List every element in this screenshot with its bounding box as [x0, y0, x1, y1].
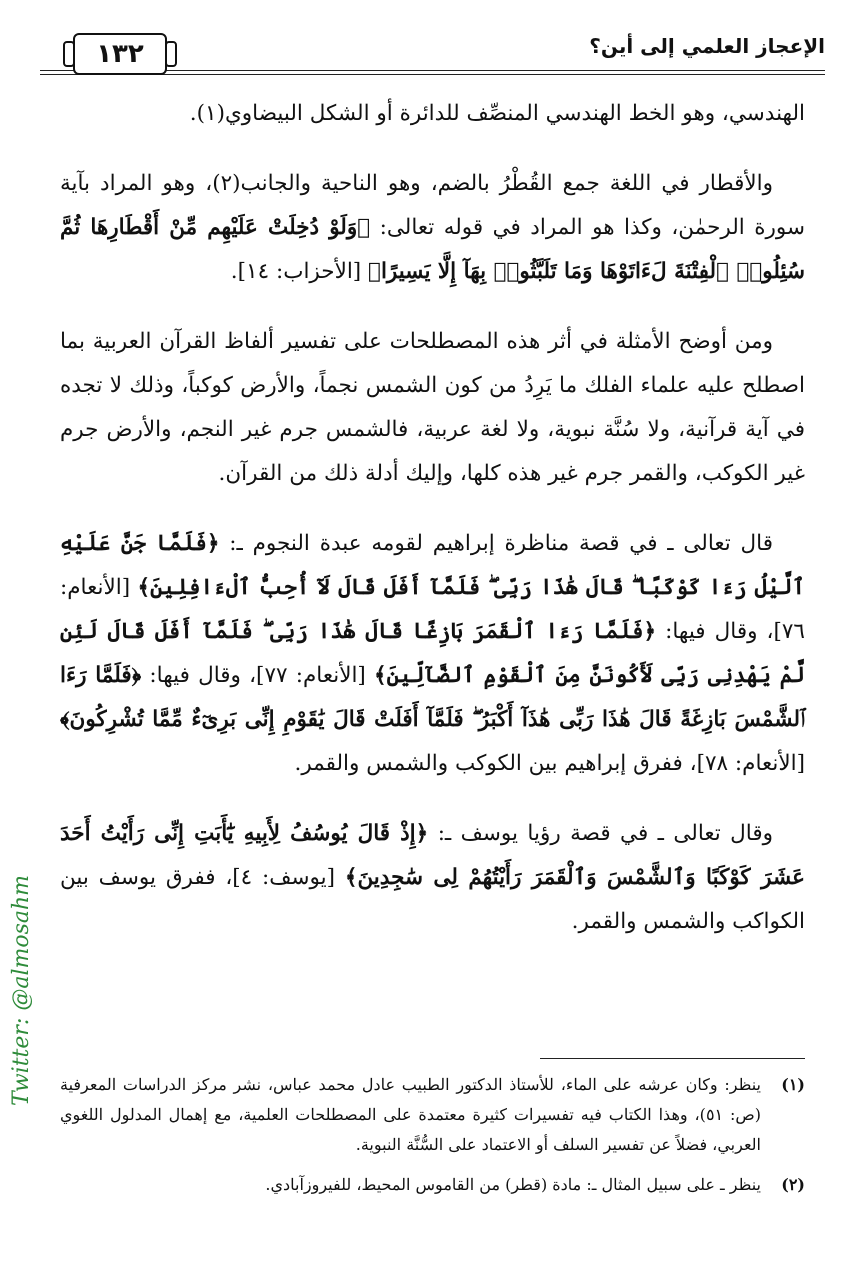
- paragraph-text: ومن أوضح الأمثلة في أثر هذه المصطلحات على تفسير ألفاظ القرآن العربية بما اصطلح عليه علماء الفلك ما يَرِدُ من كون الشمس نجماً، والأرض كوكباً، وذلك لا تجده في آية قرآنية، ولا سُنَّة نبوية، ولا لغة عربية، فالشمس جرم غير النجم، والأرض جرم غير الكوكب، والقمر جرم غير هذه كلها، وإليك أدلة ذلك من القرآن.: [60, 329, 805, 486]
- page-header: [40, 28, 825, 78]
- footnote: [60, 1170, 805, 1200]
- quran-verse: ﴿فَلَمَّا رَءَا ٱلشَّمْسَ بَازِغَةً قَالَ هَٰذَا رَبِّى هَٰذَآ أَكْبَرُ ۖ فَلَمَّآ أَفَلَتْ قَالَ يَٰقَوْمِ إِنِّى بَرِىٓءٌ مِّمَّا تُشْرِكُونَ﴾: [60, 663, 805, 732]
- verse-reference: [الأنعام: ٧٨]، ففرق إبراهيم بين الكوكب والشمس والقمر.: [294, 751, 805, 776]
- footnotes: [60, 1070, 805, 1210]
- paragraph-text: قال تعالى ـ في قصة مناظرة إبراهيم لقومه عبدة النجوم ـ:: [229, 531, 773, 556]
- footnote-number: (١): [781, 1075, 805, 1094]
- twitter-watermark: [2, 760, 42, 1220]
- page-number: ١٣٢: [73, 33, 167, 75]
- verse-reference: [الأنعام: ٧٧]، وقال فيها:: [149, 663, 366, 688]
- quran-verse: ﴿وَلَوْ دُخِلَتْ عَلَيْهِم مِّنْ أَقْطَارِهَا ثُمَّ سُئِلُوا۟ ٱلْفِتْنَةَ لَءَاتَوْهَا وَمَا تَلَبَّثُوا۟ بِهَآ إِلَّا يَسِيرًا﴾: [60, 215, 805, 284]
- paragraph: [60, 320, 805, 496]
- watermark-text: Twitter: @almosahm: [9, 874, 35, 1106]
- verse-reference: [الأنعام: ٧٦]، وقال فيها:: [60, 575, 805, 644]
- quran-verse: ﴿إِذْ قَالَ يُوسُفُ لِأَبِيهِ يَٰٓأَبَتِ إِنِّى رَأَيْتُ أَحَدَ عَشَرَ كَوْكَبًا وَٱلشَّمْسَ وَٱلْقَمَرَ رَأَيْتُهُمْ لِى سَٰجِدِينَ﴾: [60, 821, 805, 890]
- quran-verse: ﴿فَلَمَّا رَءَا ٱلْقَمَرَ بَازِغًا قَالَ هَٰذَا رَبِّى ۖ فَلَمَّآ أَفَلَ قَالَ لَئِن لَّمْ يَهْدِنِى رَبِّى لَأَكُونَنَّ مِنَ ٱلْقَوْمِ ٱلضَّآلِّينَ﴾: [60, 619, 806, 688]
- quran-verse: ﴿فَلَمَّا جَنَّ عَلَيْهِ ٱلَّيْلُ رَءَا كَوْكَبًا ۖ قَالَ هَٰذَا رَبِّى ۖ فَلَمَّآ أَفَلَ قَالَ لَآ أُحِبُّ ٱلْءَافِلِينَ﴾: [60, 531, 805, 600]
- footnote-number: (٢): [781, 1175, 805, 1194]
- verse-reference: [يوسف: ٤]، ففرق يوسف بين الكواكب والشمس والقمر.: [60, 865, 805, 934]
- main-text: [60, 92, 805, 970]
- paragraph: [60, 162, 805, 294]
- verse-reference: [الأحزاب: ١٤].: [230, 259, 362, 284]
- footnote-text: ينظر: وكان عرشه على الماء، للأستاذ الدكتور الطبيب عادل محمد عباس، نشر مركز الدراسات المعرفية (ص: ٥١)، وهذا الكتاب فيه تفسيرات كثيرة معتمدة على المصطلحات العلمية، مع إهمال المدلول اللغوي العربي، فضلاً عن تفسير السلف أو الاعتماد على السُّنَّة النبوية.: [60, 1075, 762, 1154]
- paragraph: [60, 522, 805, 786]
- paragraph: [60, 92, 805, 136]
- footnote-text: ينظر ـ على سبيل المثال ـ: مادة (قطر) من القاموس المحيط، للفيروزآبادي.: [265, 1175, 761, 1194]
- paragraph-text: الهندسي، وهو الخط الهندسي المنصِّف للدائرة أو الشكل البيضاوي(١).: [189, 101, 805, 126]
- footnote-separator: [540, 1058, 805, 1059]
- paragraph: [60, 812, 805, 944]
- footnote: [60, 1070, 805, 1160]
- paragraph-text: والأقطار في اللغة جمع القُطْرُ بالضم، وهو الناحية والجانب(٢)، وهو المراد بآية سورة الرحمٰن، وكذا هو المراد في قوله تعالى:: [60, 171, 805, 240]
- running-title: الإعجاز العلمي إلى أين؟: [589, 34, 825, 58]
- paragraph-text: وقال تعالى ـ في قصة رؤيا يوسف ـ:: [437, 821, 774, 846]
